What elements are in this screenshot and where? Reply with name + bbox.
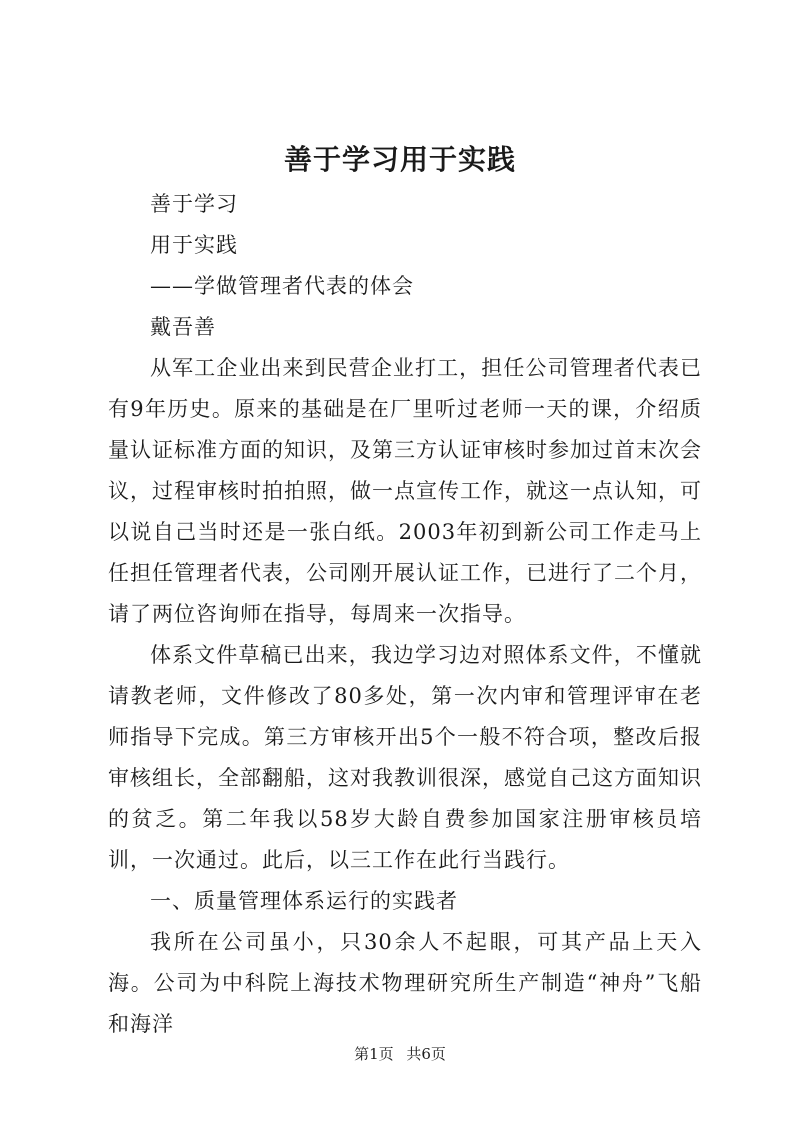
body-paragraph: 从军工企业出来到民营企业打工，担任公司管理者代表已有9年历史。原来的基础是在厂里听过老师一天的课，介绍质量认证标准方面的知识，及第三方认证审核时参加过首末次会议，过程审核时拍拍照，做一点宣传工作，就这一点认知，可以说自己当时还是一张白纸。2003年初到新公司工作走马上任担任管理者代表，公司刚开展认证工作，已进行了二个月，请了两位咨询师在指导，每周来一次指导。 <box>108 356 702 626</box>
page-footer <box>0 1044 800 1064</box>
page-number: 第1页 <box>354 1045 394 1063</box>
document-title: 善于学习用于实践 <box>283 143 516 176</box>
section-heading: 一、质量管理体系运行的实践者 <box>150 889 458 913</box>
page-total: 共6页 <box>406 1045 446 1063</box>
document-body <box>108 184 702 1045</box>
subtitle-line-3: ——学做管理者代表的体会 <box>150 274 414 298</box>
body-paragraph: 体系文件草稿已出来，我边学习边对照体系文件，不懂就请教老师，文件修改了80多处，第一次内审和管理评审在老师指导下完成。第三方审核开出5个一般不符合项，整改后报审核组长，全部翻船，这对我教训很深，感觉自己这方面知识的贫乏。第二年我以58岁大龄自费参加国家注册审核员培训，一次通过。此后，以三工作在此行当践行。 <box>108 643 702 872</box>
subtitle-line-2: 用于实践 <box>150 233 238 257</box>
author-name: 戴吾善 <box>150 315 216 339</box>
subtitle-line-1: 善于学习 <box>150 192 238 216</box>
body-paragraph: 我所在公司虽小，只30余人不起眼，可其产品上天入海。公司为中科院上海技术物理研究所生产制造“神舟”飞船和海洋 <box>108 930 702 1036</box>
